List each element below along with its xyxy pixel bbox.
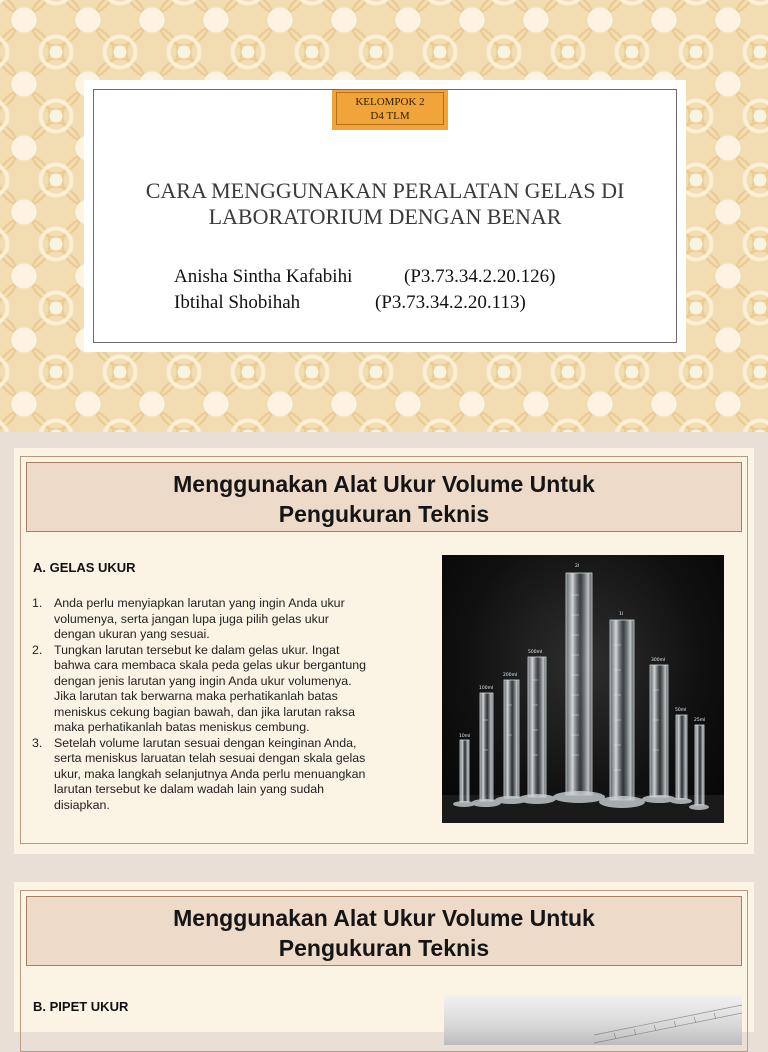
slide-pipet-ukur xyxy=(14,882,754,1032)
svg-text:300ml: 300ml xyxy=(651,658,666,663)
list-item: 1. Anda perlu menyiapkan larutan yang ingin Anda ukur volumenya, serta jangan lupa juga pilih gelas ukur dengan ukuran yang sesuai. xyxy=(32,596,345,641)
graduated-cylinders-photo xyxy=(442,555,724,823)
slide-title: Menggunakan Alat Ukur Volume Untuk Pengukuran Teknis xyxy=(173,905,595,961)
pipette-image-icon xyxy=(444,995,742,1045)
author-id: (P3.73.34.2.20.126) xyxy=(404,266,556,287)
slide-gelas-ukur xyxy=(14,448,754,854)
title-line1: CARA MENGGUNAKAN PERALATAN GELAS DI xyxy=(145,178,625,203)
svg-text:200ml: 200ml xyxy=(503,673,518,678)
list-item: 2. Tungkan larutan tersebut ke dalam gelas ukur. Ingat bahwa cara membaca skala peda gelas ukur bergantung dengan jenis larutan yang ingin Anda ukur volumenya. Jika larutan tak berwarna maka perhatikanlah batas meniskus cekung bagian bawah, dan jika larutan raksa maka perhatikanlah batas meniskus cembung. xyxy=(32,642,367,734)
group-tag-line2: D4 TLM xyxy=(370,110,410,122)
presentation-title xyxy=(94,178,676,230)
svg-text:100ml: 100ml xyxy=(479,686,494,691)
author-row xyxy=(174,290,614,316)
svg-text:25ml: 25ml xyxy=(694,718,706,723)
cylinders-image-icon xyxy=(442,555,724,823)
title-card xyxy=(84,80,686,352)
svg-text:10ml: 10ml xyxy=(459,734,471,739)
svg-text:50ml: 50ml xyxy=(675,708,687,713)
author-row xyxy=(174,264,614,290)
title-slide xyxy=(0,0,768,432)
svg-text:2l: 2l xyxy=(575,564,580,569)
list-item: 3. Setelah volume larutan sesuai dengan keinginan Anda, serta meniskus laruatan telah sesuai dengan skala gelas ukur, maka langkah selanjutnya Anda perlu menuangkan larutan tersebut ke dalam wadah lain yang sudah disiapkan. xyxy=(32,735,366,812)
slide-title: Menggunakan Alat Ukur Volume Untuk Pengukuran Teknis xyxy=(173,471,595,527)
svg-text:500ml: 500ml xyxy=(528,650,543,655)
section-label: B. PIPET UKUR xyxy=(33,999,129,1014)
title-line2: LABORATORIUM DENGAN BENAR xyxy=(208,204,562,229)
slide-header xyxy=(26,896,742,966)
slide-header xyxy=(26,462,742,532)
steps-list xyxy=(32,596,422,813)
pipette-photo xyxy=(444,995,742,1045)
section-label: A. GELAS UKUR xyxy=(33,560,136,575)
author-name: Anisha Sintha Kafabihi xyxy=(174,266,353,287)
svg-text:1l: 1l xyxy=(619,612,624,617)
group-tag xyxy=(332,90,448,130)
title-card-border xyxy=(93,89,677,343)
author-id: (P3.73.34.2.20.113) xyxy=(375,292,526,313)
author-name: Ibtihal Shobihah xyxy=(174,292,301,313)
group-tag-line1: KELOMPOK 2 xyxy=(355,96,425,108)
author-list xyxy=(174,264,614,316)
